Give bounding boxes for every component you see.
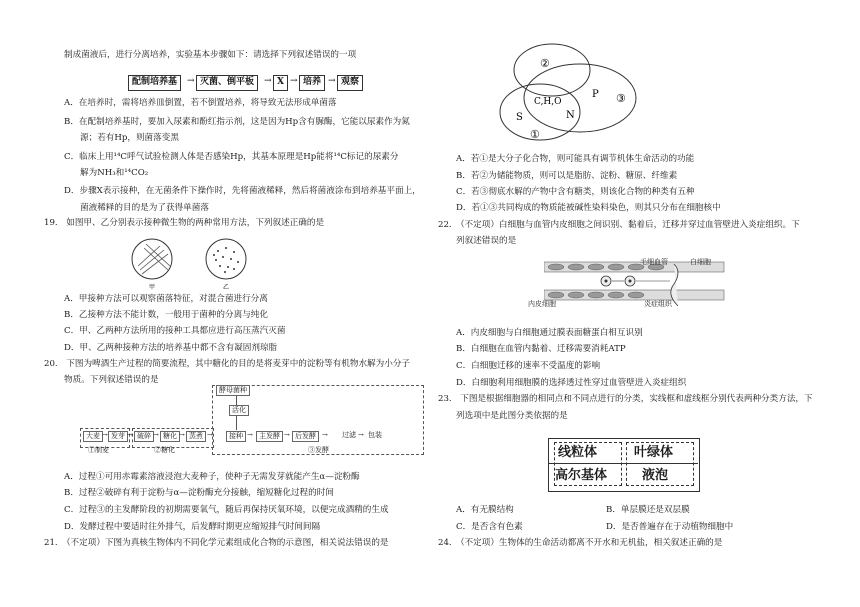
arrow-icon: → <box>207 431 213 439</box>
stage-label: ②糖化 <box>154 446 175 454</box>
venn-label: P <box>592 89 599 100</box>
q18-intro: 制成菌液后，进行分离培养，实验基本步骤如下：请选择下列叙述错误的一项 <box>64 50 357 60</box>
q23-stem-cont: 列选项中是此图分类依据的是 <box>456 411 568 421</box>
step-box: 灭菌、倒平板 <box>196 75 258 91</box>
q23-option: C．是否含有色素 <box>456 522 523 532</box>
arrow-icon: → <box>102 431 108 439</box>
q20-option: A．过程①可用赤霉素溶液浸泡大麦种子，使种子无需发芽就能产生α—淀粉酶 <box>64 472 360 482</box>
arrow-icon: → <box>264 76 272 86</box>
arrow-icon: → <box>284 431 290 439</box>
flow-step: 发芽 <box>108 431 128 442</box>
step-box: X <box>273 75 288 91</box>
q23-stem: 23. 下图是根据细胞器的相同点和不同点进行的分类，实线框和虚线框分别代表两种分类方法，下 <box>438 394 813 404</box>
q18-option-cont: 源；若有Hp，则菌落变黑 <box>80 133 179 143</box>
venn-label: ① <box>530 128 540 141</box>
fig-label: 内皮细胞 <box>528 300 556 308</box>
q22-option: B．白细胞在血管内黏着、迁移需要消耗ATP <box>456 344 626 354</box>
flow-step: 大麦 <box>83 431 103 442</box>
q22-option: C．白细胞迁移的速率不受温度的影响 <box>456 361 601 371</box>
flow-yeast: 酵母菌种 <box>216 385 250 396</box>
arrow-icon: → <box>153 431 159 439</box>
petri-dish-streak <box>132 239 172 279</box>
q24-stem: 24. （不定项）生物体的生命活动都离不开水和无机盐，相关叙述正确的是 <box>438 538 723 548</box>
flow-step: 过滤 <box>342 431 356 439</box>
q19-stem: 19. 如图甲、乙分别表示接种微生物的两种常用方法，下列叙述正确的是 <box>44 218 325 228</box>
step-box: 培养 <box>299 75 325 91</box>
arrow-icon: → <box>247 431 253 439</box>
q19-petri-figure <box>130 236 260 292</box>
organelle-cell: 线粒体 <box>558 445 598 460</box>
flow-step: 糖化 <box>160 431 180 442</box>
petri-dish-spread <box>206 239 246 279</box>
q19-option: D．甲、乙两种接种方法的培养基中都不含有凝固剂琼脂 <box>64 343 278 353</box>
organelle-cell: 液泡 <box>642 468 669 483</box>
q23-option: A．有无膜结构 <box>456 505 514 515</box>
q20-option: D．发酵过程中要适时往外排气，后发酵时期更应缩短排气时间间隔 <box>64 522 321 532</box>
stage-label: ③发酵 <box>308 446 329 454</box>
stage-label: ①制麦 <box>88 446 109 454</box>
q18-option: C．临床上用¹⁴C呼气试验检测人体是否感染Hp，其基本原理是Hp能将¹⁴C标记的尿素分 <box>64 152 399 162</box>
q18-option: D．步骤X表示接种，在无菌条件下操作时，先将菌液稀释，然后将菌液涂布到培养基平面上， <box>64 186 421 196</box>
q22-stem-cont: 列叙述错误的是 <box>456 236 517 246</box>
arrow-icon: → <box>179 431 185 439</box>
q21-option: B．若②为储能物质，则可以是脂肪、淀粉、糖原、纤维素 <box>456 171 678 181</box>
arrow-icon: → <box>290 76 298 86</box>
flow-step: 包装 <box>368 431 382 439</box>
q21-venn-diagram <box>498 40 648 148</box>
q21-stem: 21. （不定项）下图为真核生物体内不同化学元素组成化合物的示意图，相关说法错误的是 <box>44 538 389 548</box>
step-box: 观察 <box>337 75 363 91</box>
q21-option: D．若①③共同构成的物质能被碱性染料染色，则其只分布在细胞核中 <box>456 203 721 213</box>
q18-option-cont: 解为NH₃和¹⁴CO₂ <box>80 168 149 178</box>
venn-circle-2 <box>514 44 590 96</box>
arrow-icon: → <box>358 431 364 439</box>
q22-stem: 22. （不定项）白细胞与血管内皮细胞之间识别、黏着后，迁移并穿过血管壁进入炎症组织。下 <box>438 220 800 230</box>
fig-label: 白细胞 <box>690 258 711 266</box>
arrow-icon: → <box>187 76 195 86</box>
flow-step: 蒸煮 <box>186 431 206 442</box>
flow-step: 接种 <box>226 431 246 442</box>
fig-label-yi: 乙 <box>223 284 230 291</box>
step-box: 配制培养基 <box>128 75 181 91</box>
q23-option: D．是否普遍存在于动植物细胞中 <box>606 522 734 532</box>
q19-option: A．甲接种方法可以观察菌落特征，对混合菌进行分离 <box>64 294 268 304</box>
q20-option: B．过程②破碎有利于淀粉与α—淀粉酶充分接触，缩短糖化过程的时间 <box>64 488 334 498</box>
q22-option: A．内皮细胞与白细胞通过膜表面糖蛋白相互识别 <box>456 328 643 338</box>
venn-label: ② <box>540 57 550 70</box>
q20-stem: 20. 下图为啤酒生产过程的简要流程，其中糖化的目的是将麦芽中的淀粉等有机物水解为小分子 <box>44 359 411 369</box>
venn-center-label: C,H,O <box>534 97 562 107</box>
organelle-cell: 高尔基体 <box>555 468 608 483</box>
flow-step: 破碎 <box>134 431 154 442</box>
q19-option: C．甲、乙两种方法所用的接种工具都应进行高压蒸汽灭菌 <box>64 326 286 336</box>
q21-option: C．若③彻底水解的产物中含有糖类，则该化合物的种类有五种 <box>456 187 695 197</box>
q22-option: D．白细胞利用细胞膜的选择透过性穿过血管壁进入炎症组织 <box>456 378 687 388</box>
flow-activate: 活化 <box>229 405 249 416</box>
q20-option: C．过程③的主发酵阶段的初期需要氧气，随后再保持厌氧环境，以便完成酒精的生成 <box>64 505 389 515</box>
organelle-cell: 叶绿体 <box>634 445 674 460</box>
q19-option: B．乙接种方法不能计数，一般用于菌种的分离与纯化 <box>64 310 268 320</box>
q18-option-cont: 菌液稀释的目的是为了获得单菌落 <box>80 203 209 213</box>
flow-step: 主发酵 <box>256 431 283 442</box>
q18-option: A．在培养时，需将培养皿倒置，若不倒置培养，将导致无法形成单菌落 <box>64 98 337 108</box>
q23-option: B．单层膜还是双层膜 <box>606 505 690 515</box>
venn-label: S <box>516 112 523 123</box>
q20-stem-cont: 物质。下列叙述错误的是 <box>64 375 159 385</box>
arrow-icon: → <box>322 431 328 439</box>
venn-label: ③ <box>616 92 626 105</box>
arrow-icon: → <box>328 76 336 86</box>
fig-label-jia: 甲 <box>149 284 156 291</box>
q21-option: A．若①是大分子化合物，则可能具有调节机体生命活动的功能 <box>456 154 695 164</box>
fig-label: 炎症组织 <box>644 300 672 308</box>
flow-step: 后发酵 <box>292 431 319 442</box>
fig-label: 毛细血管 <box>640 258 668 266</box>
q18-option: B．在配制培养基时，要加入尿素和酚红指示剂，这是因为Hp含有脲酶，它能以尿素作为氮 <box>64 117 410 127</box>
arrow-icon: → <box>127 431 133 439</box>
venn-n-label: N <box>566 110 575 121</box>
